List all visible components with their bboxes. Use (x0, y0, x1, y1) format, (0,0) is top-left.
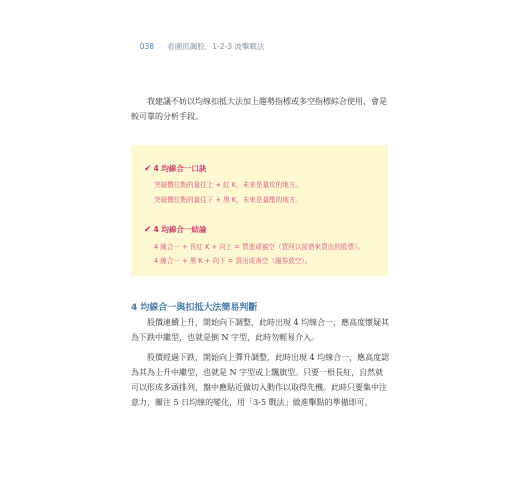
check-icon: ✔ (144, 164, 152, 174)
page-number: 038 (139, 42, 155, 51)
page-header (129, 41, 264, 52)
tip-line: 突破價位點的量往下 + 黑 K，未來是量壓的地方。 (154, 196, 303, 204)
section-heading: 4 均線合一與扣抵大法簡易判斷 (131, 303, 258, 313)
intro-paragraph: 我建議不妨以均線扣抵大法加上趨勢指標或多空指標綜合使用，會是較可靠的分析手段。 (131, 97, 387, 121)
header-dot-left: · (132, 42, 135, 51)
tip-title-text: 4 均線合一口訣 (153, 164, 207, 173)
tip-title-text: 4 均線合一結論 (153, 225, 207, 234)
check-icon: ✔ (144, 225, 152, 235)
book-title: 看圖抓飆股．1-2-3 波擊戰法 (167, 42, 265, 51)
tip-line: 突破價位點的量往上 + 紅 K，未來是量攻的地方。 (154, 181, 303, 189)
tip-section-title (144, 163, 206, 174)
tip-line: 4 線合一 + 黑 K + 向下 = 賣出或善空（融券放空）。 (154, 257, 312, 265)
body-paragraph: 股價連續上升，開始向下調整，此時出現 4 均線合一，應高度懷疑其為下跌中繼型，也就是倒 N 字型，此時勿輕易介入。 (131, 318, 390, 342)
tip-box (131, 145, 388, 276)
tip-section-title (144, 224, 206, 235)
body-paragraph: 股價經過下跌，開始向上彈升調整，此時出現 4 均線合一，應高度認為其為上升中繼型，也就是 N 字型或上飄旗型。只要一根長紅，自然就可以形成多頭排列，盤中應貼近做切入動作以取得先機。此時只要集中注意力，關注 5 日均線的變化，用「3-5 戰法」做進擊點的準備即可。 (131, 353, 390, 407)
header-dot-right: · (159, 42, 162, 51)
tip-line: 4 線合一 + 長紅 K + 向上 = 買進或補空（買回以前借來賣出的股票）。 (154, 243, 364, 251)
